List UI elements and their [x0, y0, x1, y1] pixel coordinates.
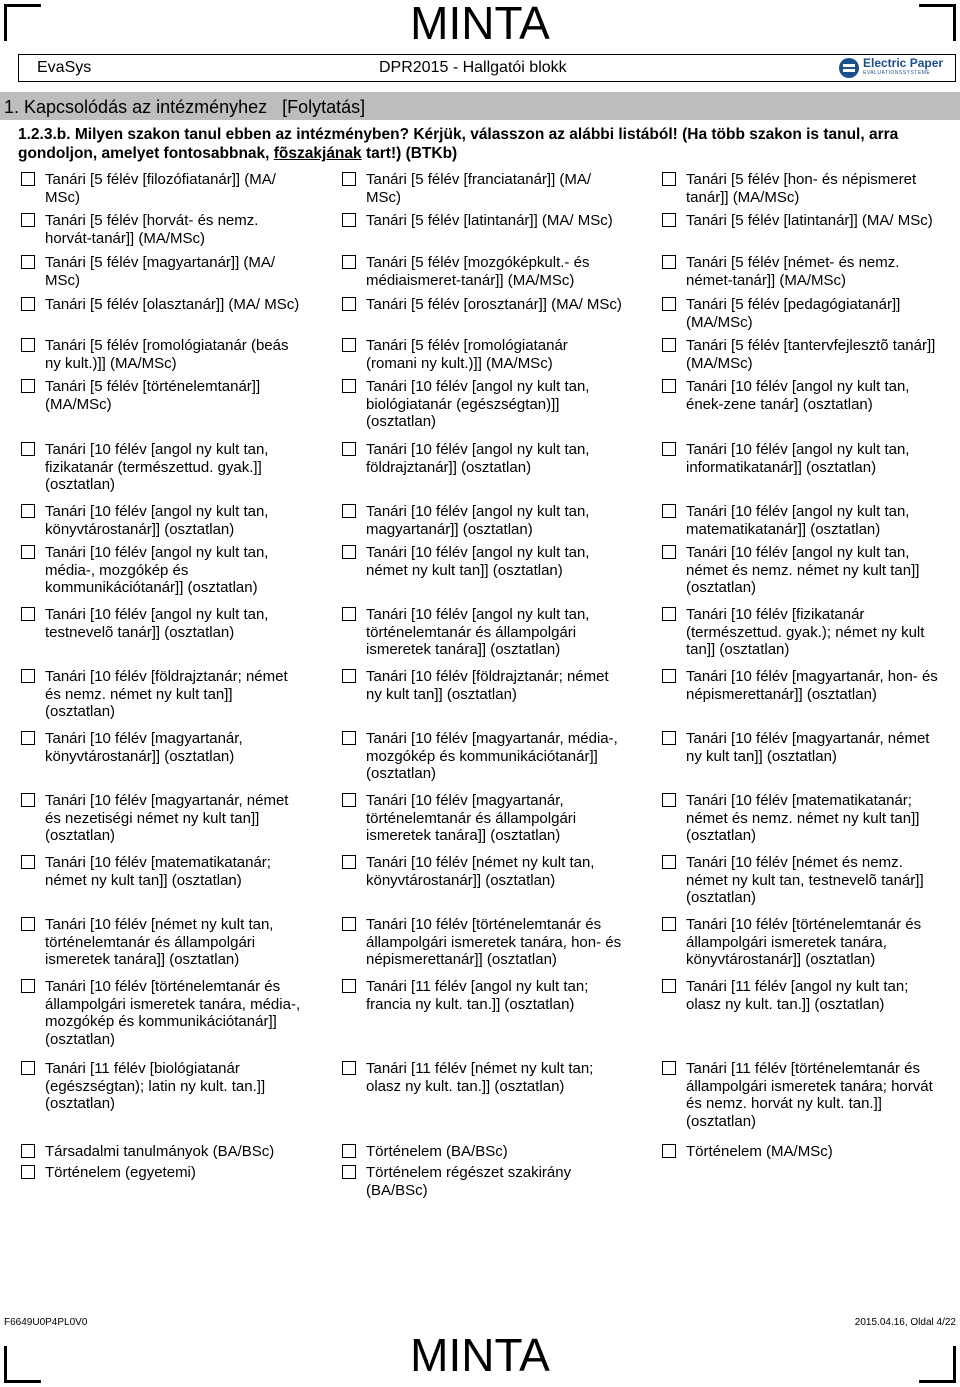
option-item[interactable] [662, 854, 942, 907]
option-label: Tanári [10 félév [történelemtanár és állampolgári ismeretek tanára, könyvtárostanár]] (osztatlan) [686, 916, 922, 968]
option-label: Tanári [10 félév [angol ny kult tan, ének-zene tanár] (osztatlan) [686, 378, 910, 413]
option-item[interactable] [342, 1164, 622, 1199]
option-item[interactable] [342, 1143, 622, 1161]
option-item[interactable] [21, 978, 301, 1048]
option-checkbox[interactable] [21, 172, 35, 186]
option-item[interactable] [662, 296, 942, 331]
option-checkbox[interactable] [21, 669, 35, 683]
option-label: Tanári [5 félév [filozófiatanár]] (MA/ MSc) [45, 171, 276, 206]
option-label: Történelem régészet szakirány (BA/BSc) [366, 1164, 572, 1199]
option-item[interactable] [342, 1060, 622, 1095]
option-label: Tanári [5 félév [német- és nemz. német-tanár]] (MA/MSc) [686, 254, 900, 289]
question-text-part2: tart!) (BTKb) [361, 145, 458, 162]
option-checkbox[interactable] [21, 731, 35, 745]
option-item[interactable] [342, 730, 622, 783]
option-checkbox[interactable] [342, 793, 356, 807]
option-item[interactable] [21, 916, 301, 969]
option-item[interactable] [662, 441, 942, 476]
option-label: Tanári [5 félév [magyartanár]] (MA/ MSc) [45, 254, 276, 289]
option-checkbox[interactable] [21, 917, 35, 931]
option-label: Tanári [10 félév [angol ny kult tan, testnevelõ tanár]] (osztatlan) [45, 606, 269, 641]
option-label: Tanári [10 félév [német és nemz. német ny kult tan, testnevelõ tanár]] (osztatlan) [686, 854, 924, 906]
option-checkbox[interactable] [21, 379, 35, 393]
option-checkbox[interactable] [342, 1144, 356, 1158]
option-label: Tanári [10 félév [történelemtanár és állampolgári ismeretek tanára, hon- és népismerettanár]] (osztatlan) [366, 916, 622, 968]
option-label: Tanári [5 félév [franciatanár]] (MA/ MSc) [366, 171, 592, 206]
option-label: Tanári [5 félév [olasztanár]] (MA/ MSc) [45, 296, 300, 313]
option-item[interactable] [342, 978, 622, 1013]
option-item[interactable] [342, 171, 622, 206]
option-label: Tanári [10 félév [magyartanár, történelemtanár és állampolgári ismeretek tanára]] (osztatlan) [366, 792, 577, 844]
option-checkbox[interactable] [342, 1165, 356, 1179]
option-item[interactable] [662, 254, 942, 289]
option-label: Tanári [10 félév [angol ny kult tan, fizikatanár (természettud. gyak.]] (osztatlan) [45, 441, 269, 493]
option-checkbox[interactable] [342, 855, 356, 869]
option-label: Tanári [5 félév [latintanár]] (MA/ MSc) [366, 212, 613, 229]
option-checkbox[interactable] [662, 917, 676, 931]
option-label: Társadalmi tanulmányok (BA/BSc) [45, 1143, 275, 1160]
option-checkbox[interactable] [662, 297, 676, 311]
option-checkbox[interactable] [21, 793, 35, 807]
option-item[interactable] [21, 544, 301, 597]
option-item[interactable] [342, 668, 622, 703]
option-item[interactable] [662, 1060, 942, 1130]
option-label: Tanári [10 félév [angol ny kult tan, német ny kult tan]] (osztatlan) [366, 544, 590, 579]
option-item[interactable] [21, 1060, 301, 1113]
option-checkbox[interactable] [662, 669, 676, 683]
option-checkbox[interactable] [342, 213, 356, 227]
option-checkbox[interactable] [21, 504, 35, 518]
option-checkbox[interactable] [342, 442, 356, 456]
option-item[interactable] [342, 854, 622, 889]
option-item[interactable] [21, 1143, 301, 1161]
option-label: Tanári [10 félév [matematikatanár; német ny kult tan]] (osztatlan) [45, 854, 271, 889]
option-item[interactable] [342, 916, 622, 969]
option-item[interactable] [21, 337, 301, 372]
question-text-part1: 1.2.3.b. Milyen szakon tanul ebben az intézményben? Kérjük, válasszon az alábbi listából! (Ha több szakon is tanul, arra gondoljon, amelyet fontosabbnak, [18, 126, 899, 162]
option-item[interactable] [21, 212, 301, 247]
option-label: Tanári [11 félév [német ny kult tan; olasz ny kult. tan.]] (osztatlan) [366, 1060, 594, 1095]
option-label: Tanári [10 félév [magyartanár, hon- és népismerettanár]] (osztatlan) [686, 668, 938, 703]
option-checkbox[interactable] [21, 979, 35, 993]
option-checkbox[interactable] [662, 442, 676, 456]
option-checkbox[interactable] [662, 979, 676, 993]
option-label: Tanári [5 félév [horvát- és nemz. horvát-tanár]] (MA/MSc) [45, 212, 259, 247]
option-item[interactable] [342, 296, 622, 314]
option-checkbox[interactable] [662, 793, 676, 807]
option-checkbox[interactable] [342, 979, 356, 993]
watermark-bottom: MINTA [410, 1329, 550, 1381]
option-label: Tanári [10 félév [német ny kult tan, történelemtanár és állampolgári ismeretek tanára]] (osztatlan) [45, 916, 274, 968]
question-text [18, 125, 938, 163]
header-app-name: EvaSys [37, 59, 92, 76]
option-item[interactable] [662, 378, 942, 413]
option-item[interactable] [662, 544, 942, 597]
section-header [0, 92, 960, 120]
option-item[interactable] [662, 171, 942, 206]
option-label: Tanári [5 félév [hon- és népismeret tanár]] (MA/MSc) [686, 171, 917, 206]
option-item[interactable] [21, 254, 301, 289]
option-checkbox[interactable] [342, 669, 356, 683]
option-item[interactable] [662, 503, 942, 538]
option-label: Tanári [10 félév [matematikatanár; német és nemz. német ny kult tan]] (osztatlan) [686, 792, 920, 844]
option-label: Tanári [10 félév [angol ny kult tan, könyvtárostanár]] (osztatlan) [45, 503, 269, 538]
option-item[interactable] [21, 1164, 301, 1182]
option-item[interactable] [21, 606, 301, 641]
option-item[interactable] [342, 606, 622, 659]
option-checkbox[interactable] [662, 379, 676, 393]
option-checkbox[interactable] [662, 255, 676, 269]
option-label: Tanári [10 félév [magyartanár, könyvtárostanár]] (osztatlan) [45, 730, 243, 765]
option-checkbox[interactable] [662, 731, 676, 745]
footer-date-page: 2015.04.16, Oldal 4/22 [854, 1317, 956, 1328]
option-item[interactable] [662, 606, 942, 659]
option-item[interactable] [21, 441, 301, 494]
option-label: Tanári [10 félév [angol ny kult tan, magyartanár]] (osztatlan) [366, 503, 590, 538]
logo-subtitle: EVALUATIONSSYSTEME [863, 70, 931, 76]
option-checkbox[interactable] [21, 1061, 35, 1075]
form-header [18, 54, 956, 82]
option-label: Történelem (BA/BSc) [366, 1143, 508, 1160]
option-label: Történelem (egyetemi) [45, 1164, 196, 1181]
option-label: Tanári [10 félév [fizikatanár (természettud. gyak.); német ny kult tan]] (osztatlan) [686, 606, 925, 658]
option-checkbox[interactable] [342, 297, 356, 311]
option-label: Tanári [10 félév [angol ny kult tan, média-, mozgókép és kommunikációtanár]] (osztatlan) [45, 544, 269, 596]
option-label: Tanári [10 félév [földrajztanár; német ny kult tan]] (osztatlan) [366, 668, 609, 703]
option-checkbox[interactable] [662, 855, 676, 869]
option-label: Tanári [11 félév [angol ny kult tan; olasz ny kult. tan.]] (osztatlan) [686, 978, 909, 1013]
option-label: Tanári [10 félév [angol ny kult tan, biológiatanár (egészségtan)]] (osztatlan) [366, 378, 590, 430]
option-label: Tanári [11 félév [angol ny kult tan; francia ny kult. tan.]] (osztatlan) [366, 978, 589, 1013]
option-label: Tanári [11 félév [biológiatanár (egészségtan); latin ny kult. tan.]] (osztatlan) [45, 1060, 266, 1112]
logo-icon [839, 58, 859, 78]
option-checkbox[interactable] [342, 504, 356, 518]
option-checkbox[interactable] [342, 731, 356, 745]
option-label: Tanári [5 félév [latintanár]] (MA/ MSc) [686, 212, 933, 229]
option-checkbox[interactable] [662, 172, 676, 186]
question-text-underlined: fõszakjának [273, 145, 362, 162]
option-item[interactable] [21, 378, 301, 413]
watermark-top: MINTA [410, 0, 550, 49]
option-label: Tanári [10 félév [német ny kult tan, könyvtárostanár]] (osztatlan) [366, 854, 595, 889]
option-label: Tanári [10 félév [angol ny kult tan, földrajztanár]] (osztatlan) [366, 441, 590, 476]
option-checkbox[interactable] [21, 545, 35, 559]
option-checkbox[interactable] [342, 255, 356, 269]
option-item[interactable] [21, 854, 301, 889]
option-label: Tanári [10 félév [magyartanár, német és nezetiségi német ny kult tan]] (osztatlan) [45, 792, 289, 844]
option-checkbox[interactable] [342, 338, 356, 352]
option-item[interactable] [662, 212, 942, 230]
option-item[interactable] [21, 730, 301, 765]
option-label: Tanári [5 félév [tantervfejlesztõ tanár]] (MA/MSc) [686, 337, 936, 372]
option-label: Tanári [10 félév [magyartanár, média-, mozgókép és kommunikációtanár]] (osztatlan) [366, 730, 618, 782]
option-item[interactable] [342, 337, 622, 372]
option-item[interactable] [21, 668, 301, 721]
option-checkbox[interactable] [21, 338, 35, 352]
option-label: Tanári [10 félév [angol ny kult tan, német és nemz. német ny kult tan]] (osztatlan) [686, 544, 920, 596]
option-checkbox[interactable] [662, 1144, 676, 1158]
option-label: Tanári [10 félév [angol ny kult tan, matematikatanár]] (osztatlan) [686, 503, 910, 538]
option-item[interactable] [662, 668, 942, 703]
section-title: 1. Kapcsolódás az intézményhez [Folytatás] [4, 97, 366, 117]
option-item[interactable] [662, 792, 942, 845]
option-checkbox[interactable] [21, 213, 35, 227]
option-label: Tanári [5 félév [orosztanár]] (MA/ MSc) [366, 296, 622, 313]
option-checkbox[interactable] [662, 213, 676, 227]
option-checkbox[interactable] [662, 607, 676, 621]
option-checkbox[interactable] [21, 1144, 35, 1158]
option-item[interactable] [21, 503, 301, 538]
footer-form-id: F6649U0P4PL0V0 [4, 1317, 88, 1328]
header-survey-title: DPR2015 - Hallgatói blokk [379, 59, 567, 76]
option-label: Tanári [10 félév [angol ny kult tan, történelemtanár és állampolgári ismeretek tanára]] (osztatlan) [366, 606, 590, 658]
option-item[interactable] [342, 503, 622, 538]
option-item[interactable] [662, 1143, 942, 1161]
option-item[interactable] [342, 544, 622, 579]
option-item[interactable] [662, 730, 942, 765]
option-checkbox[interactable] [662, 338, 676, 352]
option-label: Tanári [11 félév [történelemtanár és állampolgári ismeretek tanára; horvát és nemz. horvát ny kult. tan.]] (osztatlan) [686, 1060, 933, 1130]
option-label: Tanári [10 félév [angol ny kult tan, informatikatanár]] (osztatlan) [686, 441, 910, 476]
option-checkbox[interactable] [21, 1165, 35, 1179]
option-item[interactable] [21, 296, 301, 314]
option-checkbox[interactable] [342, 917, 356, 931]
option-item[interactable] [342, 378, 622, 431]
option-item[interactable] [21, 171, 301, 206]
option-checkbox[interactable] [342, 545, 356, 559]
option-label: Tanári [5 félév [romológiatanár (beás ny kult.)]] (MA/MSc) [45, 337, 289, 372]
option-checkbox[interactable] [662, 545, 676, 559]
option-label: Tanári [5 félév [pedagógiatanár]] (MA/MSc) [686, 296, 901, 331]
logo-text: Electric Paper [863, 56, 944, 70]
option-checkbox[interactable] [342, 172, 356, 186]
option-label: Tanári [5 félév [történelemtanár]] (MA/MSc) [45, 378, 261, 413]
option-checkbox[interactable] [21, 255, 35, 269]
option-item[interactable] [662, 978, 942, 1013]
option-label: Tanári [10 félév [történelemtanár és állampolgári ismeretek tanára, média-, mozgókép és kommunikációtanár]] (osztatlan) [45, 978, 301, 1048]
option-checkbox[interactable] [21, 607, 35, 621]
option-item[interactable] [662, 916, 942, 969]
option-checkbox[interactable] [21, 442, 35, 456]
option-item[interactable] [342, 254, 622, 289]
electric-paper-logo [837, 56, 947, 80]
option-item[interactable] [21, 792, 301, 845]
option-checkbox[interactable] [662, 504, 676, 518]
option-checkbox[interactable] [662, 1061, 676, 1075]
option-checkbox[interactable] [21, 297, 35, 311]
option-checkbox[interactable] [342, 379, 356, 393]
option-label: Tanári [5 félév [mozgóképkult.- és médiaismeret-tanár]] (MA/MSc) [366, 254, 590, 289]
option-item[interactable] [342, 212, 622, 230]
option-label: Tanári [10 félév [földrajztanár; német és nemz. német ny kult tan]] (osztatlan) [45, 668, 288, 720]
option-item[interactable] [342, 441, 622, 476]
option-checkbox[interactable] [342, 607, 356, 621]
option-label: Tanári [5 félév [romológiatanár (romani ny kult.)]] (MA/MSc) [366, 337, 568, 372]
option-checkbox[interactable] [21, 855, 35, 869]
option-label: Történelem (MA/MSc) [686, 1143, 833, 1160]
option-label: Tanári [10 félév [magyartanár, német ny kult tan]] (osztatlan) [686, 730, 930, 765]
option-item[interactable] [662, 337, 942, 372]
option-item[interactable] [342, 792, 622, 845]
option-checkbox[interactable] [342, 1061, 356, 1075]
